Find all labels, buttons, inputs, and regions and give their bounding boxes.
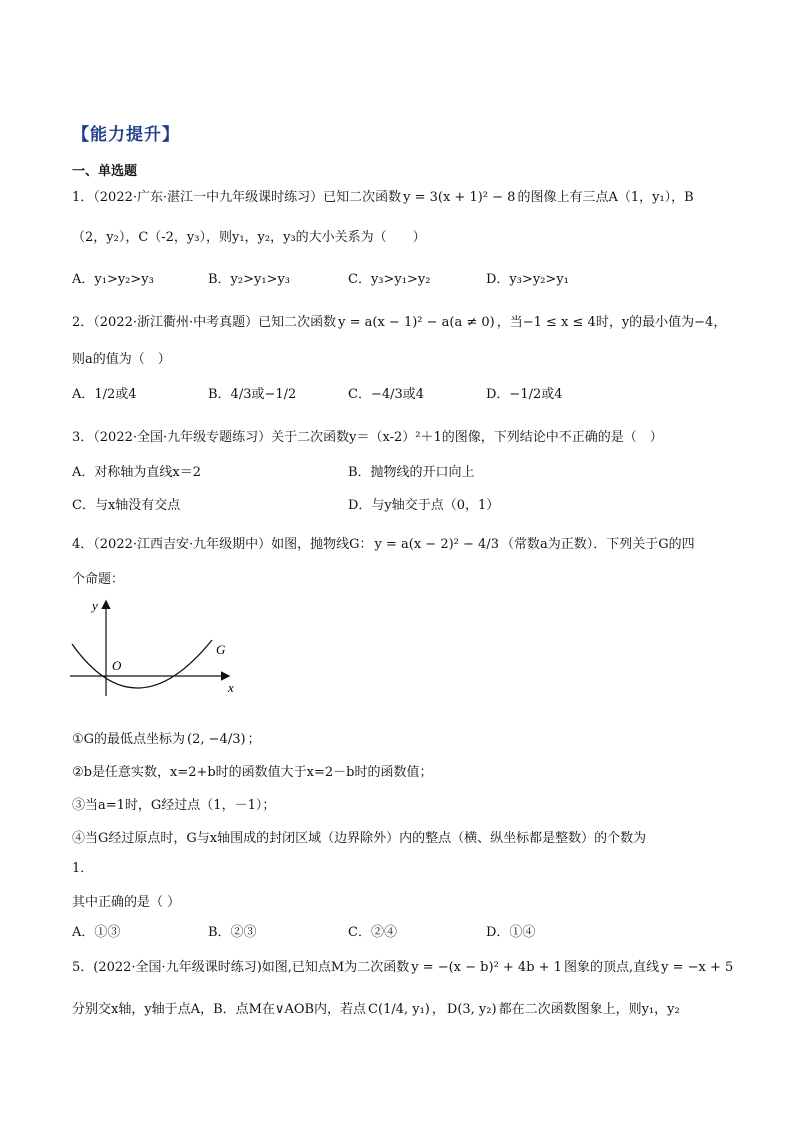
q3-option-c[interactable]: C．与x轴没有交点 xyxy=(72,498,181,513)
q1-option-c[interactable]: C．y₃>y₁>y₂ xyxy=(348,272,431,287)
q5-formula: y = −(x − b)² + 4b + 1 xyxy=(411,960,562,975)
q3-option-a[interactable]: A．对称轴为直线x＝2 xyxy=(72,465,201,480)
q4-statement-1: ①G的最低点坐标为 (2, −4/3) ； xyxy=(72,732,261,747)
subsection-title: 一、单选题 xyxy=(72,164,138,179)
q4-statement-3: ③当a=1时，G经过点（1，－1）； xyxy=(72,798,276,813)
q2-formula: y = a(x − 1)² − a(a ≠ 0) xyxy=(338,315,495,330)
q4-parabola-graph xyxy=(66,596,246,700)
q4-option-c[interactable]: C．②④ xyxy=(348,925,397,940)
curve-label: G xyxy=(216,642,226,657)
q1-option-a[interactable]: A．y₁>y₂>y₃ xyxy=(72,272,154,287)
q4-s1-point: (2, −4/3) xyxy=(187,732,246,747)
q5-point-d: D(3, y₂) xyxy=(446,1002,497,1017)
q5-point-c: C(1/4, y₁) xyxy=(368,1002,430,1017)
origin-label: O xyxy=(112,658,122,673)
q1-stem-line1: 1．（2022·广东·湛江一中九年级课时练习）已知二次函数 y = 3(x + 1)² − 8 的图像上有三点A（1，y₁），B xyxy=(72,190,694,205)
q4-stem-line2: 个命题： xyxy=(72,572,125,587)
q2-option-b[interactable]: B．4/3或−1/2 xyxy=(208,387,297,402)
q4-stem-line1: 4．（2022·江西吉安·九年级期中）如图，抛物线G： y = a(x − 2)² − 4/3 （常数a为正数）．下列关于G的四 xyxy=(72,537,695,552)
q2-option-a[interactable]: A．1/2或4 xyxy=(72,387,137,402)
q2-stem-line2: 则a的值为（ ） xyxy=(72,352,171,367)
q2-option-c[interactable]: C．−4/3或4 xyxy=(348,387,425,402)
q3-option-d[interactable]: D．与y轴交于点（0，1） xyxy=(348,498,500,513)
y-axis-label: y xyxy=(92,598,98,613)
q3-option-b[interactable]: B．抛物线的开口向上 xyxy=(348,465,475,480)
q1-stem-line2: （2，y₂），C（-2，y₃），则y₁，y₂，y₃的大小关系为（ ） xyxy=(72,230,426,245)
q1-option-b[interactable]: B．y₂>y₁>y₃ xyxy=(208,272,291,287)
q2-option-d[interactable]: D．−1/2或4 xyxy=(486,387,563,402)
q4-option-a[interactable]: A．①③ xyxy=(72,925,121,940)
q1-option-d[interactable]: D．y₃>y₂>y₁ xyxy=(486,272,569,287)
q4-ask: 其中正确的是（ ） xyxy=(72,895,181,910)
x-axis-label: x xyxy=(228,680,234,695)
q3-stem: 3．（2022·全国·九年级专题练习）关于二次函数y＝（x-2）²＋1的图像，下列结论中不正确的是（ ） xyxy=(72,430,663,445)
parabola-g xyxy=(72,640,212,688)
q4-statement-4: ④当G经过原点时，G与x轴围成的封闭区域（边界除外）内的整点（横、纵坐标都是整数）的个数为 xyxy=(72,831,647,846)
q5-stem-line2: 分别交x轴，y轴于点A，B．点M在∨AOB内，若点 C(1/4, y₁) ， D(3, y₂) 都在二次函数图象上，则y₁，y₂ xyxy=(72,1002,680,1017)
section-title: 【能力提升】 xyxy=(72,125,180,145)
q5-stem-line1: 5．(2022·全国·九年级课时练习)如图,已知点M为二次函数 y = −(x − b)² + 4b + 1 图象的顶点,直线 y = −x + 5 xyxy=(72,960,734,975)
q4-formula: y = a(x − 2)² − 4/3 xyxy=(374,537,499,552)
q4-option-d[interactable]: D．①④ xyxy=(486,925,536,940)
q5-line-formula: y = −x + 5 xyxy=(661,960,734,975)
q4-statement-4-cont: 1． xyxy=(72,861,94,876)
q1-formula: y = 3(x + 1)² − 8 xyxy=(403,190,516,205)
q4-statement-2: ②b是任意实数，x=2+b时的函数值大于x=2－b时的函数值； xyxy=(72,765,433,780)
q4-option-b[interactable]: B．②③ xyxy=(208,925,257,940)
q2-stem-line1: 2．（2022·浙江衢州·中考真题）已知二次函数 y = a(x − 1)² − a(a ≠ 0) ，当−1 ≤ x ≤ 4时，y的最小值为−4， xyxy=(72,315,727,330)
